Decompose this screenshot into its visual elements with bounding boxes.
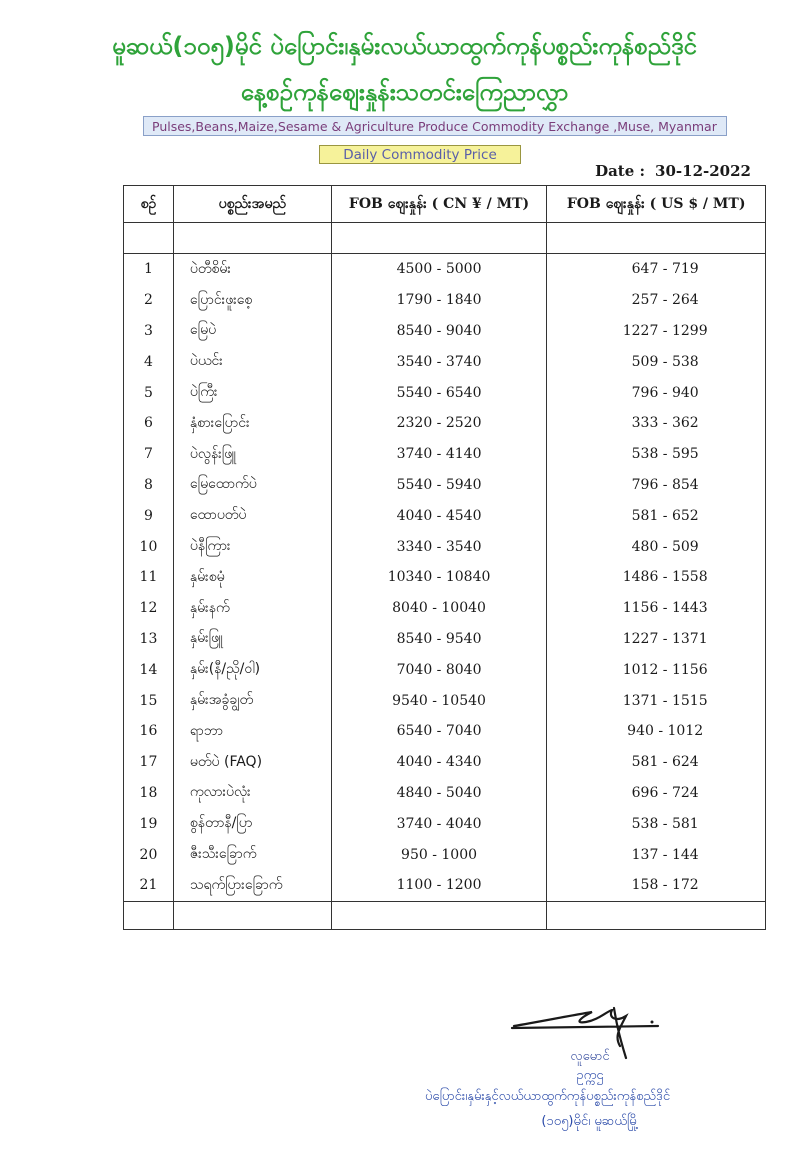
price-cny: 3340 - 3540 (331, 531, 547, 562)
table-row (124, 839, 766, 870)
commodity-name: ပြောင်းဖူးစေ့ (173, 285, 331, 316)
row-number: 6 (124, 408, 174, 439)
table-row (124, 593, 766, 624)
price-cny: 3740 - 4140 (331, 439, 547, 470)
english-exchange-name: Pulses,Beans,Maize,Sesame & Agriculture Produce Commodity Exchange ,Muse, Myanmar (143, 116, 727, 136)
price-usd: 257 - 264 (547, 285, 766, 316)
price-cny: 4040 - 4340 (331, 747, 547, 778)
commodity-name: နှမ်းစမုံ (173, 562, 331, 593)
commodity-name: မတ်ပဲ (FAQ) (173, 747, 331, 778)
price-cny: 10340 - 10840 (331, 562, 547, 593)
commodity-name: ပဲကြီး (173, 377, 331, 408)
blank-row (124, 223, 766, 254)
date-line (595, 162, 751, 180)
price-usd: 1012 - 1156 (547, 654, 766, 685)
table-header-row (124, 186, 766, 223)
price-usd: 696 - 724 (547, 778, 766, 809)
table-row (124, 531, 766, 562)
commodity-name: ကုလားပဲလုံး (173, 778, 331, 809)
commodity-name: ပဲလွန်းဖြူ (173, 439, 331, 470)
blank-row (124, 901, 766, 929)
table-row (124, 346, 766, 377)
price-usd: 333 - 362 (547, 408, 766, 439)
price-usd: 1371 - 1515 (547, 685, 766, 716)
commodity-name: နှမ်းနက် (173, 593, 331, 624)
table-row (124, 716, 766, 747)
commodity-name: နှမ်းဖြူ (173, 624, 331, 655)
price-cny: 4040 - 4540 (331, 500, 547, 531)
price-cny: 6540 - 7040 (331, 716, 547, 747)
header-cny: FOB ဈေးနှုန်း ( CN ¥ / MT) (331, 186, 547, 223)
row-number: 16 (124, 716, 174, 747)
price-usd: 581 - 624 (547, 747, 766, 778)
row-number: 4 (124, 346, 174, 377)
price-cny: 4500 - 5000 (331, 254, 547, 285)
daily-commodity-price-label: Daily Commodity Price (319, 145, 521, 164)
price-table (123, 185, 766, 930)
price-cny: 950 - 1000 (331, 839, 547, 870)
row-number: 2 (124, 285, 174, 316)
price-cny: 3740 - 4040 (331, 808, 547, 839)
signatory-place: (၁၀၅)မိုင်၊ မူဆယ်မြို့ (541, 1114, 639, 1129)
table-row (124, 747, 766, 778)
row-number: 1 (124, 254, 174, 285)
row-number: 18 (124, 778, 174, 809)
price-cny: 5540 - 5940 (331, 470, 547, 501)
signatory-organization: ပဲပြောင်း၊နှမ်းနှင့်လယ်ယာထွက်ကုန်ပစ္စည်းကုန်စည်ဒိုင် (425, 1089, 671, 1104)
commodity-name: နှံစားပြောင်း (173, 408, 331, 439)
price-usd: 538 - 595 (547, 439, 766, 470)
price-usd: 1227 - 1299 (547, 316, 766, 347)
commodity-name: မြေပဲ (173, 316, 331, 347)
table-row (124, 470, 766, 501)
table-row (124, 316, 766, 347)
row-number: 7 (124, 439, 174, 470)
commodity-name: ပဲတီစိမ်း (173, 254, 331, 285)
commodity-name: နှမ်းအခွံချွတ် (173, 685, 331, 716)
date-label: Date : (595, 162, 646, 180)
commodity-name: နှမ်း(နီ/ညို/ဝါ) (173, 654, 331, 685)
row-number: 12 (124, 593, 174, 624)
header-usd: FOB ဈေးနှုန်း ( US $ / MT) (547, 186, 766, 223)
price-cny: 1100 - 1200 (331, 870, 547, 901)
table-row (124, 500, 766, 531)
signatory-title: ဥက္ကဌ (576, 1068, 604, 1083)
price-cny: 1790 - 1840 (331, 285, 547, 316)
price-usd: 796 - 940 (547, 377, 766, 408)
price-usd: 137 - 144 (547, 839, 766, 870)
table-row (124, 654, 766, 685)
table-row (124, 285, 766, 316)
price-cny: 4840 - 5040 (331, 778, 547, 809)
price-cny: 7040 - 8040 (331, 654, 547, 685)
table-row (124, 778, 766, 809)
price-usd: 647 - 719 (547, 254, 766, 285)
signatory-name: လူမောင် (570, 1049, 610, 1064)
price-cny: 5540 - 6540 (331, 377, 547, 408)
price-usd: 158 - 172 (547, 870, 766, 901)
commodity-name: မြေထောက်ပဲ (173, 470, 331, 501)
commodity-name: ရာဘာ (173, 716, 331, 747)
row-number: 10 (124, 531, 174, 562)
row-number: 5 (124, 377, 174, 408)
price-cny: 9540 - 10540 (331, 685, 547, 716)
table-row (124, 808, 766, 839)
title-line-1: မူဆယ်(၁၀၅)မိုင် ပဲပြောင်း၊နှမ်းလယ်ယာထွက်ကုန်ပစ္စည်းကုန်စည်ဒိုင် (112, 32, 697, 60)
price-usd: 538 - 581 (547, 808, 766, 839)
table-row (124, 562, 766, 593)
date-value: 30-12-2022 (655, 162, 751, 180)
table-row (124, 254, 766, 285)
row-number: 15 (124, 685, 174, 716)
commodity-name: ထောပတ်ပဲ (173, 500, 331, 531)
table-row (124, 870, 766, 901)
row-number: 3 (124, 316, 174, 347)
price-usd: 1486 - 1558 (547, 562, 766, 593)
price-cny: 8540 - 9040 (331, 316, 547, 347)
row-number: 17 (124, 747, 174, 778)
row-number: 19 (124, 808, 174, 839)
row-number: 14 (124, 654, 174, 685)
commodity-name: စွန်တာနီ/ပြာ (173, 808, 331, 839)
title-line-2: နေ့စဉ်ကုန်ဈေးနှုန်းသတင်းကြေညာလွှာ (240, 78, 569, 106)
row-number: 21 (124, 870, 174, 901)
commodity-name: ဇီးသီးခြောက် (173, 839, 331, 870)
commodity-name: ပဲနီကြား (173, 531, 331, 562)
table-row (124, 685, 766, 716)
price-cny: 8040 - 10040 (331, 593, 547, 624)
header-no: စဉ် (124, 186, 174, 223)
row-number: 9 (124, 500, 174, 531)
row-number: 11 (124, 562, 174, 593)
price-cny: 8540 - 9540 (331, 624, 547, 655)
commodity-name: သရက်ပြားခြောက် (173, 870, 331, 901)
price-cny: 3540 - 3740 (331, 346, 547, 377)
price-usd: 581 - 652 (547, 500, 766, 531)
row-number: 20 (124, 839, 174, 870)
price-usd: 940 - 1012 (547, 716, 766, 747)
header-name: ပစ္စည်းအမည် (173, 186, 331, 223)
table-row (124, 377, 766, 408)
table-row (124, 624, 766, 655)
price-usd: 796 - 854 (547, 470, 766, 501)
price-usd: 1227 - 1371 (547, 624, 766, 655)
row-number: 13 (124, 624, 174, 655)
row-number: 8 (124, 470, 174, 501)
price-usd: 480 - 509 (547, 531, 766, 562)
price-cny: 2320 - 2520 (331, 408, 547, 439)
table-row (124, 408, 766, 439)
table-row (124, 439, 766, 470)
price-usd: 1156 - 1443 (547, 593, 766, 624)
commodity-name: ပဲယင်း (173, 346, 331, 377)
price-usd: 509 - 538 (547, 346, 766, 377)
